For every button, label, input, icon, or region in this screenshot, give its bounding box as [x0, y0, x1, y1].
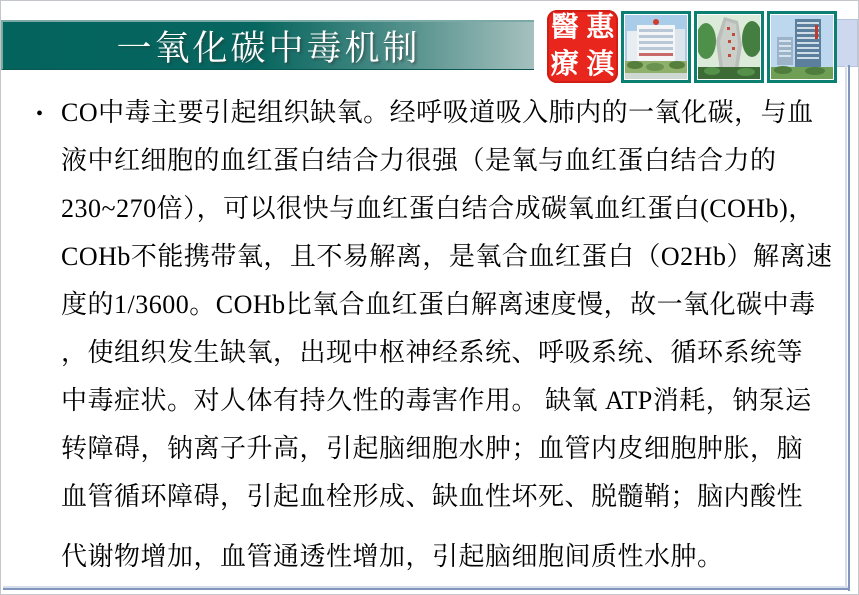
- bullet-marker: •: [36, 103, 44, 125]
- body-line: 度的1/3600。COHb比氧合血红蛋白解离速度慢，故一氧化碳中毒: [61, 290, 816, 319]
- title-bar: [1, 20, 534, 70]
- hospital-building-photo: [621, 11, 691, 83]
- body-text-block: [36, 89, 853, 581]
- body-line: 代谢物增加，血管通透性增加，引起脑细胞间质性水肿。: [61, 542, 724, 571]
- body-line: COHb不能携带氧，且不易解离，是氧合血红蛋白（O2Hb）解离速: [61, 242, 833, 271]
- stone-monument-image: [698, 15, 760, 79]
- slide-title: 一氧化碳中毒机制: [116, 28, 421, 68]
- seal-char: 惠: [586, 12, 615, 44]
- stone-monument-photo: [694, 11, 764, 83]
- body-line: ，使组织发生缺氧，出现中枢神经系统、呼吸系统、循环系统等: [61, 338, 804, 367]
- seal-char: 滇: [586, 48, 615, 80]
- body-line: 转障碍，钠离子升高，引起脑细胞水肿；血管内皮细胞肿胀，脑: [61, 434, 804, 463]
- body-line: 230~270倍），可以很快与血红蛋白结合成碳氧血红蛋白(COHb)，: [61, 194, 815, 223]
- hospital-building-image: [625, 15, 687, 79]
- seal-char: 療: [550, 48, 579, 80]
- body-line: 中毒症状。对人体有持久性的毒害作用。 缺氧 ATP消耗，钠泵运: [61, 386, 812, 415]
- body-line: CO中毒主要引起组织缺氧。经呼吸道吸入肺内的一氧化碳，与血: [61, 98, 814, 127]
- tower-building-image: [771, 15, 833, 79]
- tower-building-photo: [767, 11, 837, 83]
- bottom-frame-line: [3, 588, 850, 590]
- body-line: 液中红细胞的血红蛋白结合力很强（是氧与血红蛋白结合力的: [61, 146, 777, 175]
- seal-char: 醫: [550, 12, 579, 44]
- body-line: 血管循环障碍，引起血栓形成、缺血性坏死、脱髓鞘；脑内酸性: [61, 482, 804, 511]
- hospital-seal-logo: [547, 10, 618, 83]
